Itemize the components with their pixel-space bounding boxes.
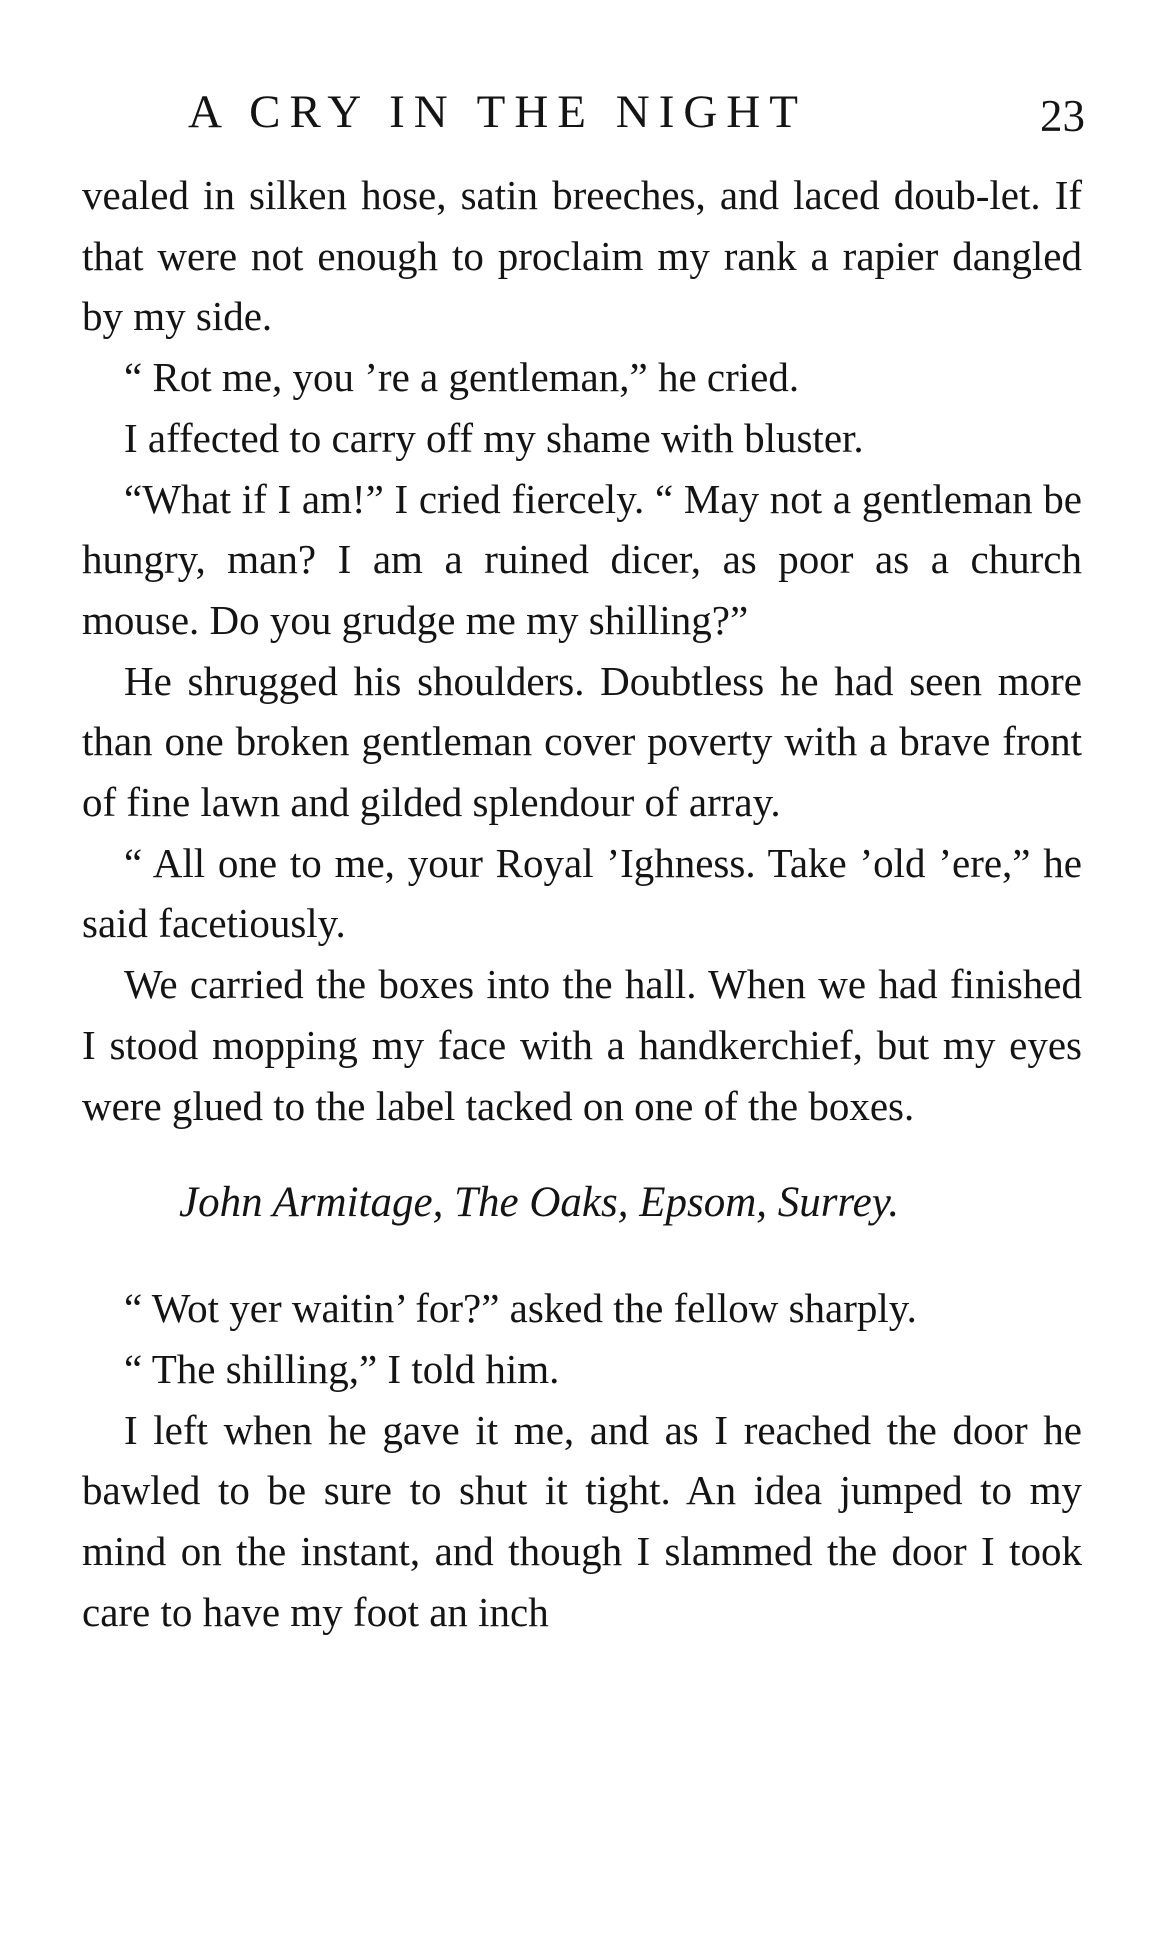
label-address: John Armitage, The Oaks, Epsom, Surrey. <box>179 1179 900 1227</box>
paragraph: “What if I am!” I cried fiercely. “ May not a gentleman be hungry, man? I am a ruined dicer, as poor as a church mouse. Do you grudge me my shilling?” <box>82 475 1082 643</box>
paragraph: I left when he gave it me, and as I reached the door he bawled to be sure to shut it tight. An idea jumped to my mind on the instant, and though I slammed the door I took care to have my foot an inch <box>82 1406 1082 1635</box>
paragraph: “ The shilling,” I told him. <box>124 1345 560 1392</box>
paragraph: “ All one to me, your Royal ’Ighness. Take ’old ’ere,” he said facetiously. <box>82 839 1082 947</box>
page-number: 23 <box>1040 91 1085 141</box>
running-header <box>180 82 1085 142</box>
paragraph: He shrugged his shoulders. Doubtless he had seen more than one broken gentleman cover poverty with a brave front of fine lawn and gilded splendour of array. <box>82 657 1082 826</box>
paragraph: I affected to carry off my shame with bluster. <box>124 414 864 461</box>
paragraph: We carried the boxes into the hall. When we had finished I stood mopping my face with a handkerchief, but my eyes were glued to the label tacked on one of the boxes. <box>82 961 1082 1129</box>
paragraph: “ Rot me, you ’re a gentleman,” he cried. <box>124 354 800 401</box>
paragraph: “ Wot yer waitin’ for?” asked the fellow sharply. <box>124 1285 917 1332</box>
label-address-block <box>82 1136 1082 1278</box>
paragraph: vealed in silken hose, satin breeches, and laced doub-let. If that were not enough to proclaim my rank a rapier dangled by my side. <box>82 172 1082 340</box>
page-body <box>82 165 1082 1642</box>
running-title: A CRY IN THE NIGHT <box>188 86 807 138</box>
